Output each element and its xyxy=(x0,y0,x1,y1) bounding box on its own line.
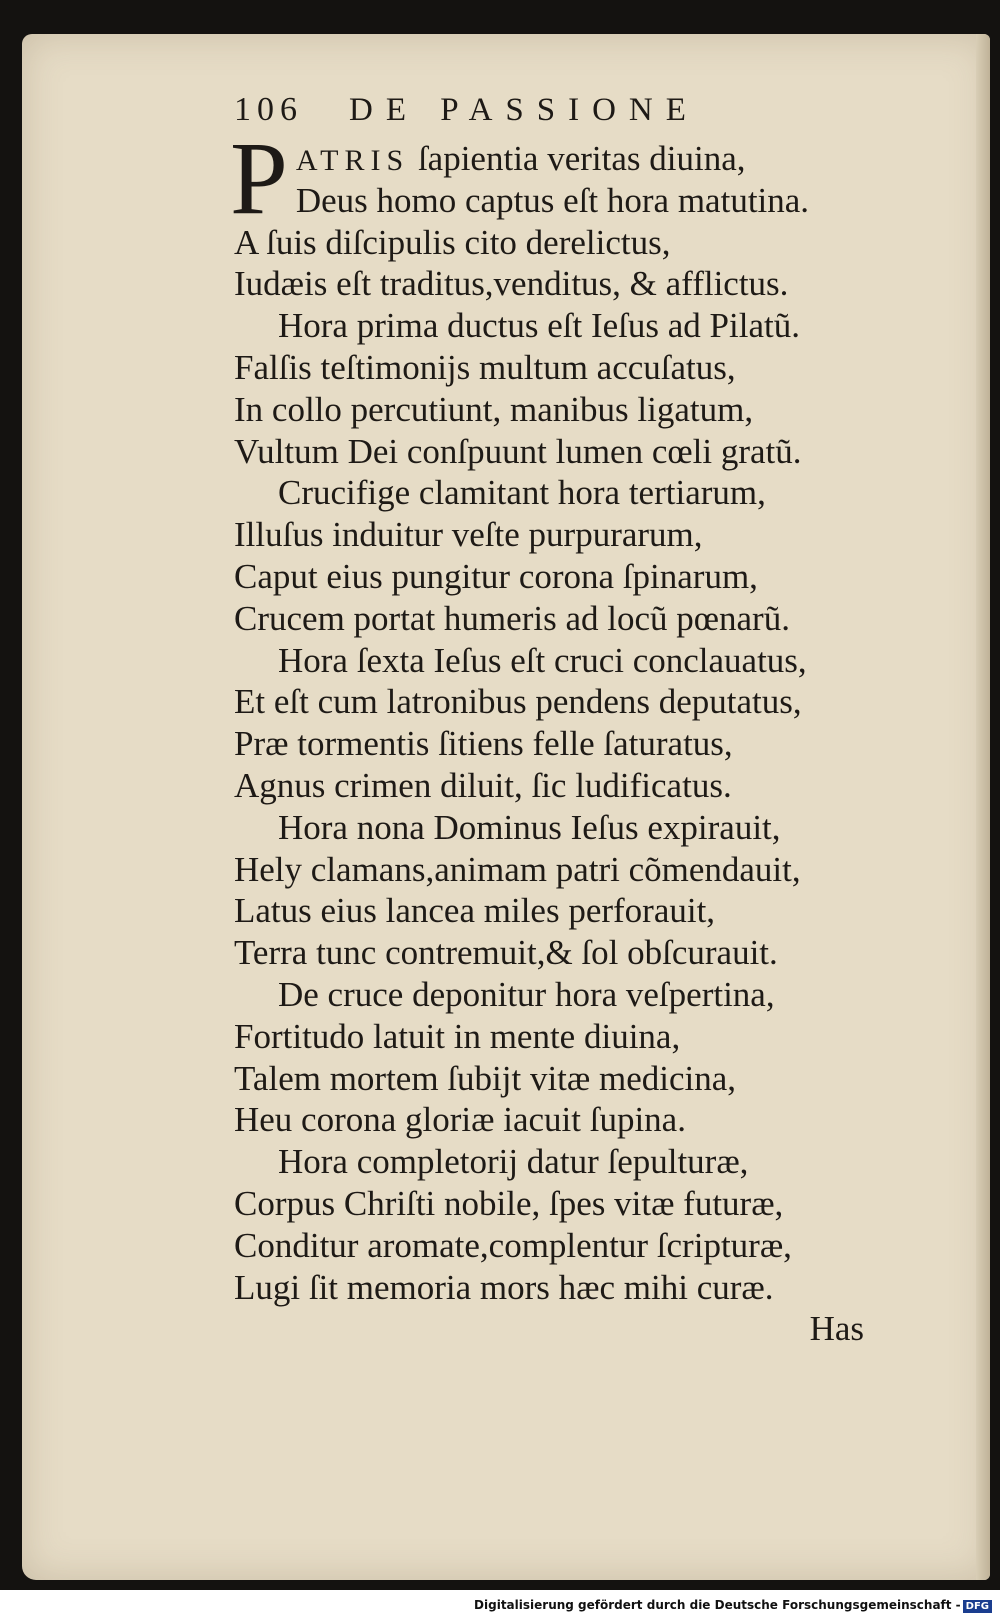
verse-line: Caput eius pungitur corona ſpinarum, xyxy=(234,556,758,596)
verse-line: Vultum Dei conſpuunt lumen cœli gratũ. xyxy=(234,431,802,471)
verse-line: Conditur aromate,complentur ſcripturæ, xyxy=(234,1225,792,1265)
verse-line: Crucem portat humeris ad locũ pœnarũ. xyxy=(234,598,790,638)
verse-line: Terra tunc contremuit,& ſol obſcurauit. xyxy=(234,933,778,973)
dfg-logo: DFG xyxy=(963,1600,992,1613)
drop-cap-initial: P xyxy=(230,121,288,236)
verse-line: Hora nona Dominus Ieſus expirauit, xyxy=(278,807,781,847)
verse-line: Heu corona gloriæ iacuit ſupina. xyxy=(234,1100,686,1140)
verse-line: Deus homo captus eſt hora matutina. xyxy=(295,180,810,220)
verse-line: Et eſt cum latronibus pendens deputatus, xyxy=(234,682,802,722)
text-block xyxy=(230,82,914,1350)
verse-line: Agnus crimen diluit, ſic ludificatus. xyxy=(234,765,732,805)
verse-line: Hora ſexta Ieſus eſt cruci conclauatus, xyxy=(278,640,807,680)
verse-line: De cruce deponitur hora veſpertina, xyxy=(278,974,775,1014)
verse-line: Talem mortem ſubijt vitæ medicina, xyxy=(234,1058,737,1098)
page-edge xyxy=(976,34,990,1580)
verse-line: Latus eius lancea miles perforauit, xyxy=(234,891,716,931)
verse-line: Iudæis eſt traditus,venditus, & afflictus. xyxy=(234,264,789,304)
verse-line: Illuſus induitur veſte purpurarum, xyxy=(234,515,703,555)
verse-line-text: ſapientia veritas diuina, xyxy=(409,139,746,178)
verse-line: Fortitudo latuit in mente diuina, xyxy=(234,1016,681,1056)
first-word-caps: ATRIS xyxy=(295,144,410,177)
running-head xyxy=(234,82,914,138)
verse-line: Hely clamans,animam patri cõmendauit, xyxy=(234,849,801,889)
verse-line: Corpus Chriſti nobile, ſpes vitæ futuræ, xyxy=(234,1183,784,1223)
verse-line: Crucifige clamitant hora tertiarum, xyxy=(278,473,766,513)
running-head-title: DE PASSIONE xyxy=(349,92,699,128)
verse-line: In collo percutiunt, manibus ligatum, xyxy=(234,389,754,429)
verse-line: A ſuis diſcipulis cito derelictus, xyxy=(234,222,671,262)
credit-text: Digitalisierung gefördert durch die Deutsche Forschungsgemeinschaft - xyxy=(474,1598,961,1612)
page-number: 106 xyxy=(234,91,303,128)
verse-line: Hora prima ductus eſt Ieſus ad Pilatũ. xyxy=(278,306,800,346)
catchword: Has xyxy=(809,1309,864,1349)
verse-line: Falſis teſtimonijs multum accuſatus, xyxy=(234,347,736,387)
verse-line: Hora completorij datur ſepulturæ, xyxy=(278,1142,749,1182)
digitization-credit xyxy=(474,1598,992,1613)
verse-line: Lugi ſit memoria mors hæc mihi curæ. xyxy=(234,1267,774,1307)
verse-line: Præ tormentis ſitiens felle ſaturatus, xyxy=(234,724,733,764)
